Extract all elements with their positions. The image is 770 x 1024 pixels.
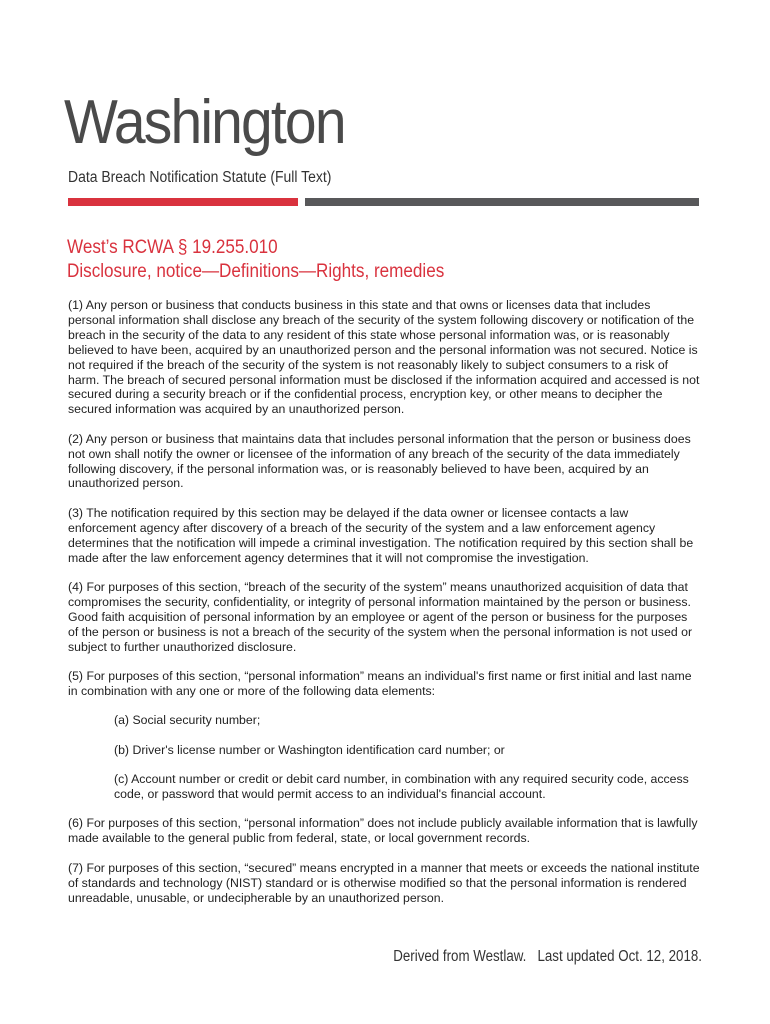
gray-divider-bar [305, 198, 699, 206]
paragraph-1: (1) Any person or business that conducts business in this state and that owns or licenses data that includes personal information shall disclose any breach of the security of the system following discovery or notification of the breach in the security of the data to any resident of this state whose personal information was, or is reasonably believed to have been, acquired by an unauthorized person and the personal information was not secured. Notice is not required if the breach of the security of the system is not reasonably likely to subject consumers to a risk of harm. The breach of secured personal information must be disclosed if the information acquired and accessed is not secured during a security breach or if the confidential process, encryption key, or other means to decipher the secured information was acquired by an unauthorized person. [68, 298, 700, 417]
page-subtitle: Data Breach Notification Statute (Full Text) [68, 169, 332, 186]
page-title: Washington [64, 88, 345, 157]
paragraph-4: (4) For purposes of this section, “breach of the security of the system” means unauthorized acquisition of data that compromises the security, confidentiality, or integrity of personal information maintained by the person or business. Good faith acquisition of personal information by an employee or agent of the person or business for the purposes of the person or business is not a breach of the security of the system when the personal information is not used or subject to further unauthorized disclosure. [68, 580, 693, 654]
paragraph-3: (3) The notification required by this section may be delayed if the data owner or licensee contacts a law enforcement agency after discovery of a breach of the security of the system and a law enforcement agency determines that the notification will impede a criminal investigation. The notification required by this section shall be made after the law enforcement agency determines that it will not compromise the investigation. [68, 505, 694, 565]
paragraph-2: (2) Any person or business that maintains data that includes personal information that the person or business does not own shall notify the owner or licensee of the information of any breach of the security of the data immediately following discovery, if the personal information was, or is reasonably believed to have been, acquired by an unauthorized person. [68, 431, 691, 491]
section-heading [67, 236, 444, 284]
sub-item-b: (b) Driver's license number or Washington identification card number; or [114, 742, 505, 757]
footer-note: Derived from Westlaw. Last updated Oct. 12, 2018. [393, 948, 702, 965]
paragraph-7: (7) For purposes of this section, “secured” means encrypted in a manner that meets or exceeds the national institute of standards and technology (NIST) standard or is otherwise modified so that the personal information is rendered unreadable, unusable, or undecipherable by an unauthorized person. [68, 860, 700, 905]
sub-item-c: (c) Account number or credit or debit card number, in combination with any required security code, access code, or password that would permit access to an individual's financial account. [114, 772, 689, 802]
red-divider-bar [68, 198, 298, 206]
statute-body [68, 298, 700, 920]
sub-item-a: (a) Social security number; [114, 713, 261, 728]
paragraph-6: (6) For purposes of this section, “personal information” does not include publicly available information that is lawfully made available to the general public from federal, state, or local government records. [68, 816, 698, 846]
paragraph-5: (5) For purposes of this section, “personal information” means an individual's first name or first initial and last name in combination with any one or more of the following data elements: [68, 669, 692, 698]
statute-title: Disclosure, notice—Definitions—Rights, remedies [67, 261, 445, 282]
statute-citation: West’s RCWA § 19.255.010 [67, 237, 278, 258]
